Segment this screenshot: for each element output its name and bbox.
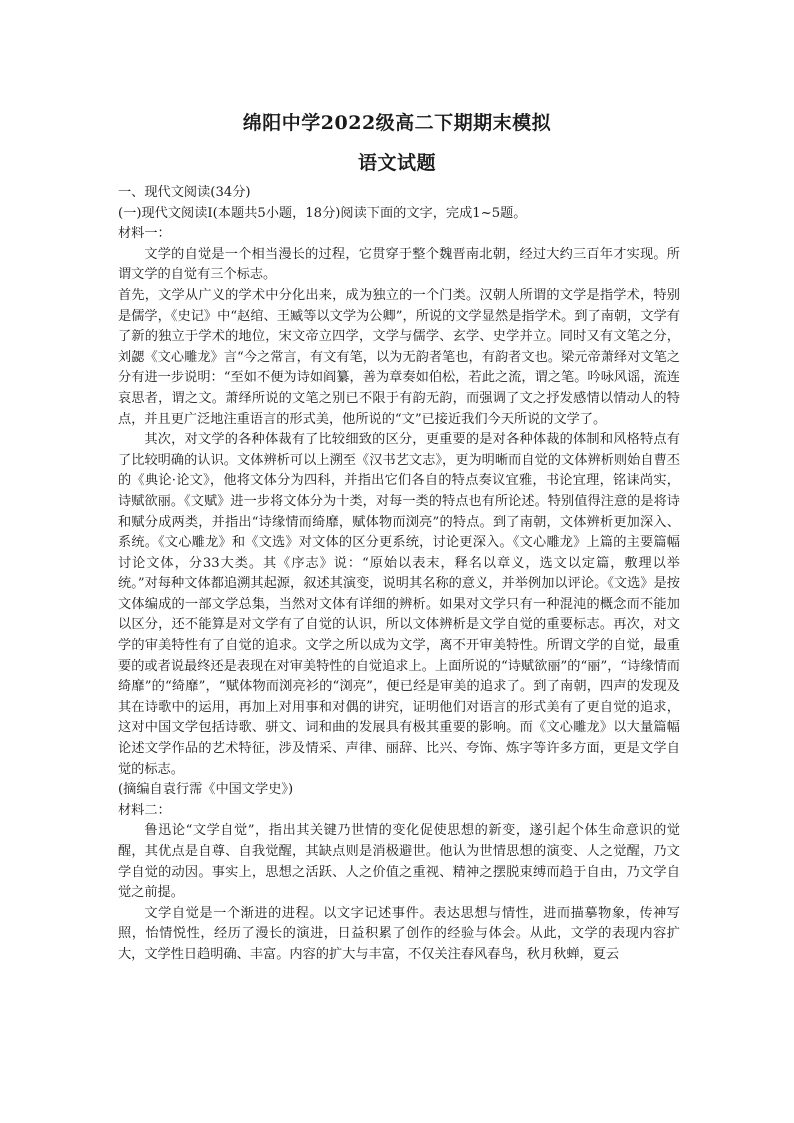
- material1-paragraph-3: 其次，对文学的各种体裁有了比较细致的区分，更重要的是对各种体裁的体制和风格特点有了比较明确的认识。文体辨析可以上溯至《汉书艺文志》，更为明晰而自觉的文体辨析则始自曹丕的《典论·论文》，他将文体分为四科，并指出它们各自的特点奏议宜雅，书论宜理，铭诔尚实，诗赋欲丽。《文赋》进一步将文体分为十类，对每一类的特点也有所论述。特别值得注意的是将诗和赋分成两类，并指出“诗缘情而绮靡，赋体物而浏亮”的特点。到了南朝，文体辨析更加深入、系统。《文心雕龙》和《文选》对文体的区分更系统，讨论更深入。《文心雕龙》上篇的主要篇幅讨论文体，分33大类。其《序志》说：“原始以表末，释名以章义，选文以定篇，敷理以举统。”对每种文体都追溯其起源，叙述其演变，说明其名称的意义，并举例加以评论。《文选》是按文体编成的一部文学总集，当然对文体有详细的辨析。如果对文学只有一种混沌的概念而不能加以区分，还不能算是对文学有了自觉的认识，所以文体辨析是文学自觉的重要标志。再次，对文学的审美特性有了自觉的追求。文学之所以成为文学，离不开审美特性。所谓文学的自觉，最重要的或者说最终还是表现在对审美特性的自觉追求上。上面所说的“诗赋欲丽”的“丽”，“诗缘情而绮靡”的“绮靡”，“赋体物而浏亮衫的“浏亮”，便已经是审美的追求了。到了南朝，四声的发现及其在诗歌中的运用，再加上对用事和对偶的讲究，证明他们对语言的形式美有了更自觉的追求，这对中国文学包括诗歌、骈文、词和曲的发展具有极其重要的影响。而《文心雕龙》以大量篇幅论述文学作品的艺术特征，涉及情采、声律、丽辞、比兴、夸饰、炼字等许多方面，更是文学自觉的标志。: [118, 432, 680, 777]
- document-body: [118, 183, 680, 966]
- material2-paragraph-1: 鲁迅论“文学自觉”，指出其关键乃世情的变化促使思想的新变，遂引起个体生命意识的觉醒，其优点是自尊、自我觉醒，其缺点则是消极避世。他认为世情思想的演变、人之觉醒，乃文学自觉的动因。事实上，思想之活跃、人之价值之重视、精神之摆脱束缚而趋于自由，乃文学自觉之前提。: [118, 823, 680, 901]
- material1-paragraph-2: 首先，文学从广义的学术中分化出来，成为独立的一个门类。汉朝人所谓的文学是指学术，特别是儒学，《史记》中“赵绾、王臧等以文学为公卿”，所说的文学显然是指学术。到了南朝，文学有了新的独立于学术的地位，宋文帝立四学，文学与儒学、玄学、史学并立。同时又有文笔之分，刘勰《文心雕龙》言“今之常言，有文有笔，以为无韵者笔也，有韵者文也。梁元帝萧绎对文笔之分有进一步说明：“至如不便为诗如阎纂，善为章奏如伯松，若此之流，谓之笔。吟咏风谣，流连哀思者，谓之文。萧绎所说的文笔之别已不限于有韵无韵，而强调了文之抒发感情以情动人的特点，并且更广泛地注重语言的形式美，他所说的“文”已接近我们今天所说的文学了。: [118, 287, 680, 427]
- exam-title: 绵阳中学2022级高二下期期末模拟: [242, 112, 552, 134]
- section-heading: 一、现代文阅读(34分): [118, 185, 251, 200]
- material1-label: 材料一：: [118, 226, 171, 242]
- material2-paragraph-2: 文学自觉是一个渐进的进程。以文字记述事件。表达思想与情性，进而描摹物象，传神写照，怡情悦性，经历了漫长的演进，日益积累了创作的经验与体会。从此，文学的表现内容扩大，文学性日趋明确、丰富。内容的扩大与丰富，不仅关注春风春鸟，秋月秋蝉，夏云: [118, 905, 680, 962]
- material1-source: (摘编自袁行霈《中国文学史》): [118, 782, 294, 798]
- section-subheading: (一)现代文阅读Ⅰ(本题共5小题，18分)阅读下面的文字，完成1~5题。: [118, 205, 527, 221]
- exam-subtitle: 语文试题: [357, 152, 436, 174]
- material1-paragraph-1: 文学的自觉是一个相当漫长的过程，它贯穿于整个魏晋南北朝，经过大约三百年才实现。所谓文学的自觉有三个标志。: [118, 246, 680, 283]
- material2-label: 材料二：: [118, 802, 171, 818]
